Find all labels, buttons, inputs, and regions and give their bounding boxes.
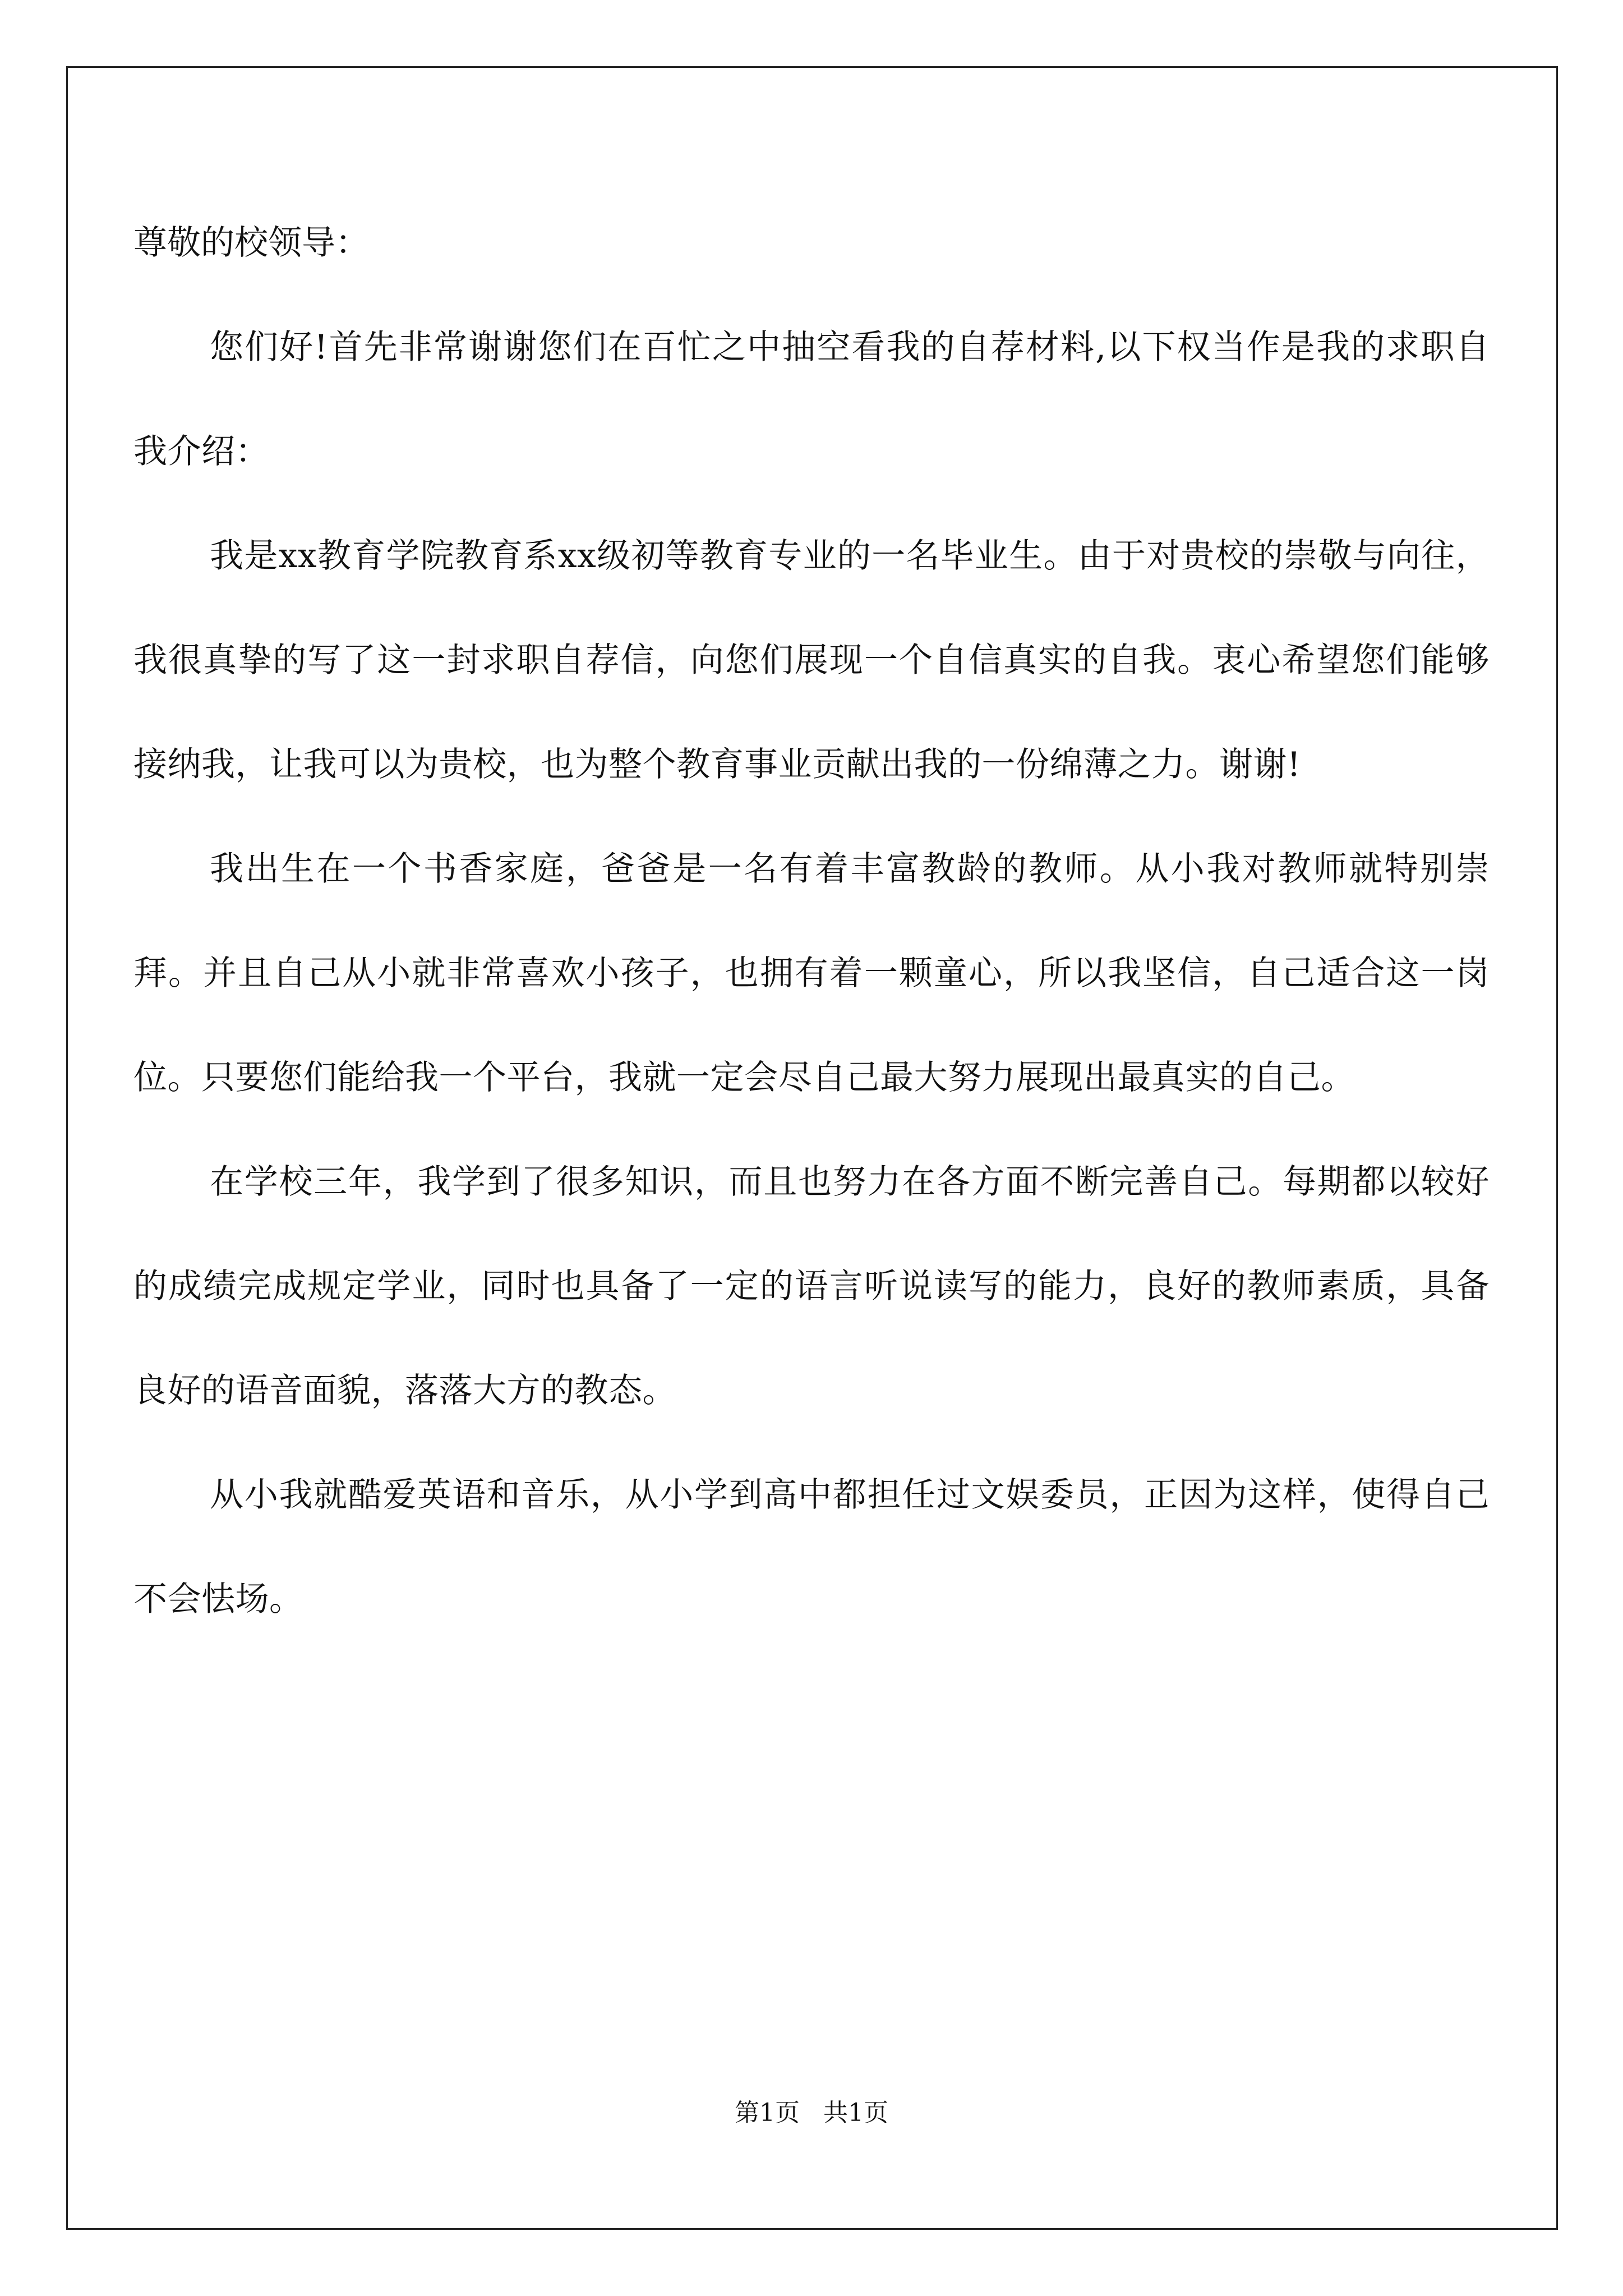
page-number: 第1页 共1页 xyxy=(735,2099,888,2127)
paragraph-family-background: 我出生在一个书香家庭，爸爸是一名有着丰富教龄的教师。从小我对教师就特别崇拜。并且自己从小就非常喜欢小孩子，也拥有着一颗童心，所以我坚信，自己适合这一岗位。只要您们能给我一个平台，我就一定会尽自己最大努力展现出最真实的自己。 xyxy=(133,849,1490,1097)
paragraph-hobbies: 从小我就酷爱英语和音乐，从小学到高中都担任过文娱委员，正因为这样，使得自己不会怯场。 xyxy=(133,1475,1490,1619)
paragraph-introduction: 我是xx教育学院教育系xx级初等教育专业的一名毕业生。由于对贵校的崇敬与向往，我很真挚的写了这一封求职自荐信，向您们展现一个自信真实的自我。衷心希望您们能够接纳我，让我可以为贵校，也为整个教育事业贡献出我的一份绵薄之力。谢谢! xyxy=(133,536,1490,784)
paragraph-greeting: 您们好!首先非常谢谢您们在百忙之中抽空看我的自荐材料,以下权当作是我的求职自我介绍： xyxy=(133,328,1490,471)
salutation: 尊敬的校领导： xyxy=(133,223,369,263)
letter-body xyxy=(133,191,1490,1651)
paragraph-school-experience: 在学校三年，我学到了很多知识，而且也努力在各方面不断完善自己。每期都以较好的成绩完成规定学业，同时也具备了一定的语言听说读写的能力，良好的教师素质，具备良好的语音面貌，落落大方的教态。 xyxy=(133,1162,1490,1410)
